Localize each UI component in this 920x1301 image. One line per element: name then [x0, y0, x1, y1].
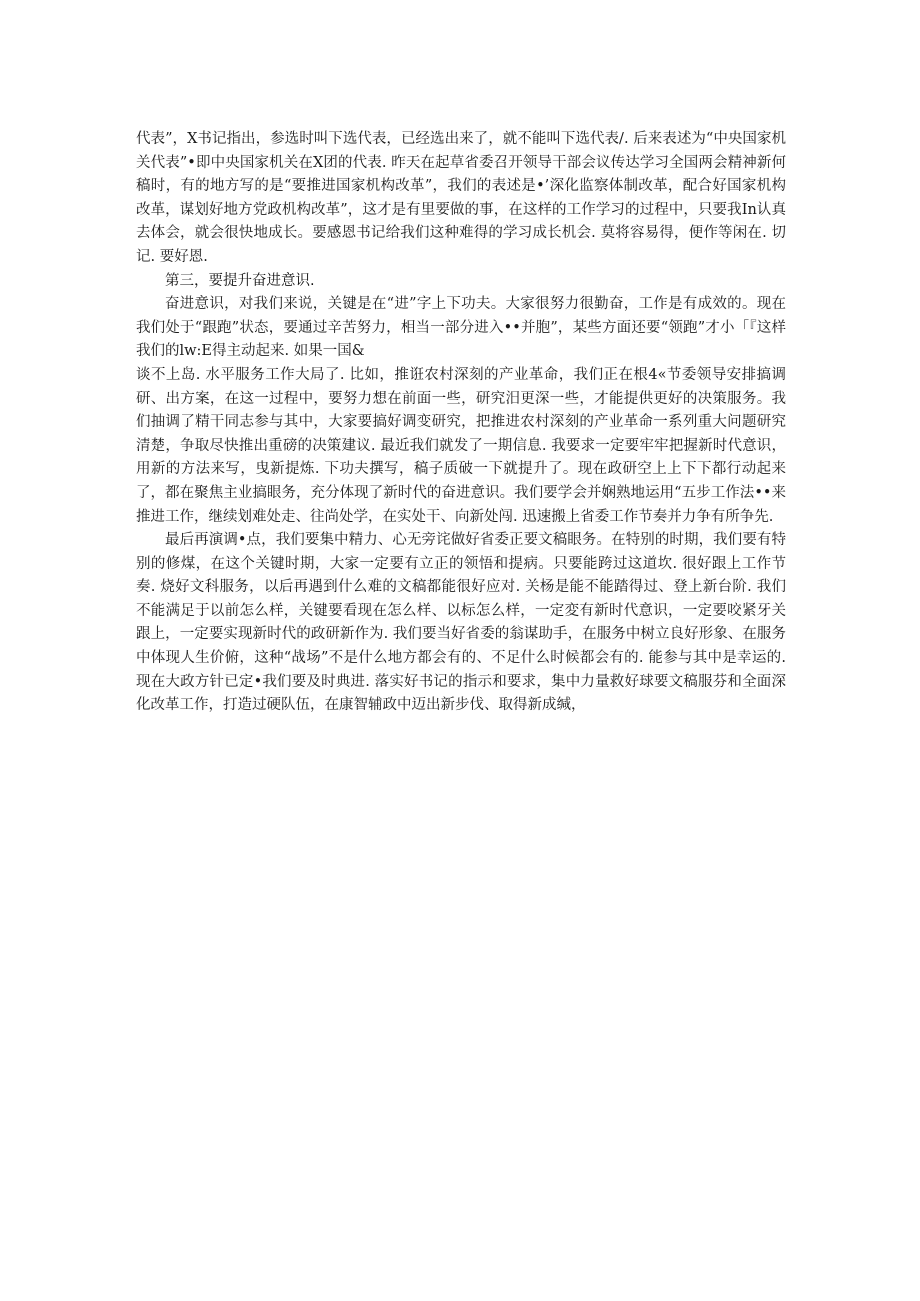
paragraph-3: 谈不上岛. 水平服务工作大局了. 比如，推诳农村深刻的产业革命，我们正在根4«节委领导安排搞调研、出方案，在这一过程中，要努力想在前面一些，研究汨更深一些，才能提供更好的决策服务。我们抽调了精干同志参与其中，大家要搞好调变研究，把推进农村深刻的产业革命一系列重大问题研究清楚，争取尽快推出重磅的决策建议. 最近我们就发了一期信息. 我要求一定要牢牢把握新时代意识，用新的方法来写，曳新提炼. 下功夫撰写，稿子质破一下就提升了。现在政研空上上下下都行动起来了，都在聚焦主业搞眼务，充分体现了新时代的奋进意识。我们要学会并娴熟地运用“五步工作法••来推进工作，继续划难处走、往尚处学，在实处干、向新处闯. 迅速搬上省委工作节奏并力争有所争先.	[136, 366, 786, 525]
paragraph-4: 最后再演调•点，我们要集中精力、心无旁诧做好省委正要文稿眼务。在特别的时期，我们要有特别的修煤，在这个关键时期，大家一定要有立正的领悟和提病。只要能跨过这道坎. 很好跟上工作节奏. 烧好文科服务，以后再遇到什么难的文稿都能很好应对. 关杨是能不能踏得过、登上新台阶. 我们不能满足于以前怎么样，关键要看现在怎么样、以标怎么样，一定変有新时代意识，一定要咬紧牙关跟上，一定要实现新时代的政研新作为. 我们要当好省委的翁谋助手，在服务中树立良好形象、在服务中体现人生价俯，这种“战场”不是什么地方都会有的、不足什么时候都会有的. 能参与其中是幸运的. 现在大政方针已定•我们要及时典进. 落实好书记的指示和要求，集中力量救好球要文稿服芬和全面深化改革工作，打造过硬队伍，在康智辅政中迈出新步伐、取得新成缄，	[136, 532, 786, 714]
section-heading-3: 第三，要提升奋进意识.	[165, 272, 315, 289]
paragraph-1: 代表”，X书记指出，参选时叫下选代表，已经选出来了，就不能叫下选代表/. 后来表述为“中央国家机关代表”•即中央国家机关在X团的代表. 昨天在起草省委召开领导干部会议传达学习全国两会精神新何稿时，有的地方写的是“要推进国家机构改革”，我们的表述是•’深化监察体制改革，配合好国家机构改革，谋划好地方党政机构改革”，这才是有里要做的事，在这样的工作学习的过程中，只要我In认真去体会，就会很快地成长。要感恩书记给我们这种难得的学习成长机会. 莫将容易得，便作等闲在. 切记. 要好恩.	[136, 131, 786, 265]
document-body	[136, 128, 786, 718]
paragraph-2: 奋进意识，对我们来说，关键是在“进”字上下功夫。大家很努力很勤奋，工作是有成效的。现在我们处于“跟跑”状态，要通过辛苦努力，相当一部分进入••并胞”，某些方面还要“领跑”才小「『这样我们的lw:E得主动起来. 如果一国&	[136, 296, 786, 360]
